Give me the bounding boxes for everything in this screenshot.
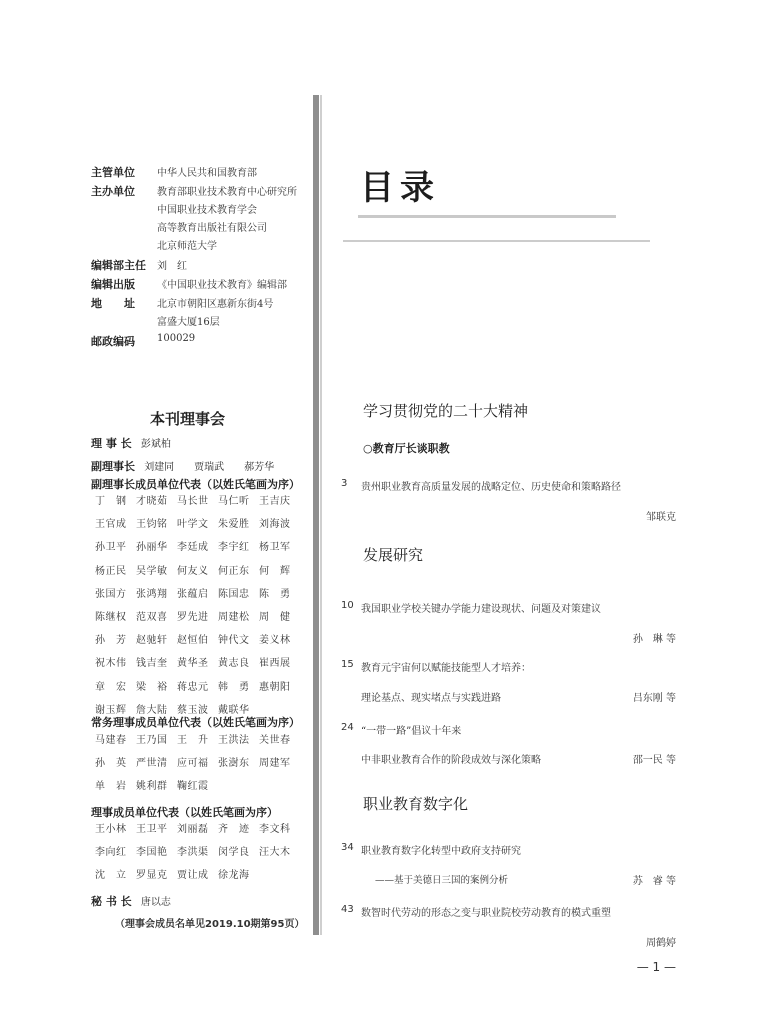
members-heading: 理事成员单位代表（以姓氏笔画为序） <box>91 806 278 819</box>
board-member-name: 张鸿翔 <box>136 588 168 600</box>
article-author: 邵一民 等 <box>632 755 676 766</box>
board-member-name: 严世清 <box>136 758 168 770</box>
sponsor-1: 教育部职业技术教育中心研究所 <box>157 187 297 198</box>
board-member-name: 孙卫平 <box>95 542 127 554</box>
board-member-name: 杨卫军 <box>259 542 291 554</box>
article-title: “一带一路”倡议十年来 <box>361 726 462 737</box>
article-page: 43 <box>341 904 354 915</box>
members-names <box>95 818 300 888</box>
board-member-name: 应可福 <box>177 758 209 770</box>
column-divider-dark <box>313 95 319 935</box>
section-title: 发展研究 <box>363 546 424 564</box>
column-divider-light <box>320 95 322 935</box>
secretary-row <box>91 893 171 909</box>
article-page: 15 <box>341 659 354 670</box>
board-member-name: 马建春 <box>95 735 127 746</box>
supervisor-label: 主管单位 <box>91 166 135 179</box>
board-member-name: 朱爱胜 <box>218 519 250 531</box>
board-member-name: 马长世 <box>177 496 209 507</box>
board-member-name: 李洪渠 <box>177 847 209 859</box>
board-member-name: 黄志良 <box>218 658 250 670</box>
article-page: 24 <box>341 722 354 733</box>
sponsor-row <box>91 183 297 199</box>
board-member-name: 吴学敏 <box>136 565 168 577</box>
board-member-name: 陈继权 <box>95 611 127 623</box>
board-member-name: 谢玉辉 <box>95 704 127 716</box>
board-member-name: 李文科 <box>259 824 291 835</box>
address-line-1: 北京市朝阳区惠新东街4号 <box>157 299 274 310</box>
postcode-row <box>91 333 195 349</box>
column-title: ○教育厅长谈职教 <box>363 442 450 455</box>
board-member-name: 周 健 <box>259 611 291 623</box>
board-member-name: 何友义 <box>177 565 209 577</box>
board-member-name: 陈 勇 <box>259 588 291 600</box>
board-title: 本刊理事会 <box>150 410 226 428</box>
editor-label: 编辑出版 <box>91 278 135 291</box>
board-member-name: 张国方 <box>95 588 127 600</box>
editor-row <box>91 276 287 292</box>
sponsor-3: 高等教育出版社有限公司 <box>157 223 267 234</box>
board-member-name: 贾让成 <box>177 870 209 882</box>
director-row <box>91 257 187 273</box>
board-note: （理事会成员名单见2019.10期第95页） <box>115 919 305 930</box>
board-member-name: 王吉庆 <box>259 496 291 507</box>
postcode-label: 邮政编码 <box>91 335 135 348</box>
board-member-name: 陈国忠 <box>218 588 250 600</box>
board-member-name: 徐龙海 <box>218 870 250 882</box>
article-author: 孙 琳 等 <box>632 634 676 645</box>
board-member-name: 蒋忠元 <box>177 681 209 693</box>
secretary-name: 唐以志 <box>140 897 171 908</box>
board-member-name: 姚利群 <box>136 781 168 793</box>
board-member-name: 王官成 <box>95 519 127 531</box>
board-member-name: 张蕴启 <box>177 588 209 600</box>
vice-units-names <box>95 490 300 722</box>
board-member-name: 王 升 <box>177 735 209 746</box>
toc-rule-top <box>358 215 616 218</box>
board-member-name: 王钧铭 <box>136 519 168 531</box>
board-member-name: 韩 勇 <box>218 681 250 693</box>
supervisor-value: 中华人民共和国教育部 <box>157 168 257 179</box>
article-author: 邹联克 <box>646 512 676 523</box>
toc-rule-bottom <box>343 240 650 242</box>
board-member-name: 詹大陆 <box>136 704 168 716</box>
board-member-name: 孙丽华 <box>136 542 168 554</box>
board-member-name: 刘海波 <box>259 519 291 531</box>
board-member-name: 罗显克 <box>136 870 168 882</box>
board-member-name: 范双喜 <box>136 611 168 623</box>
board-member-name: 李国艳 <box>136 847 168 859</box>
chairman-row <box>91 435 171 451</box>
board-member-name: 钟代文 <box>218 635 250 647</box>
article-title: 我国职业学校关键办学能力建设现状、问题及对策建议 <box>361 604 601 615</box>
board-member-name: 章 宏 <box>95 681 127 693</box>
vice-chairman-row <box>91 458 274 474</box>
board-member-name: 王卫平 <box>136 824 168 835</box>
article-title: 数智时代劳动的形态之变与职业院校劳动教育的模式重塑 <box>361 908 611 919</box>
article-title: 教育元宇宙何以赋能技能型人才培养： <box>361 663 531 674</box>
board-member-name: 黄华圣 <box>177 658 209 670</box>
section-title: 职业教育数字化 <box>363 795 469 813</box>
article-title-cont: 中非职业教育合作的阶段成效与深化策略 <box>361 755 541 766</box>
sponsor-label: 主办单位 <box>91 185 135 198</box>
board-member-name: 王洪法 <box>218 735 250 746</box>
board-member-name: 叶学文 <box>177 519 209 531</box>
board-member-name: 罗先进 <box>177 611 209 623</box>
board-member-name: 关世春 <box>259 735 291 746</box>
board-member-name: 周建军 <box>259 758 291 770</box>
chairman-label: 理 事 长 <box>91 437 132 450</box>
board-member-name: 李宇红 <box>218 542 250 554</box>
address-line-2: 富盛大厦16层 <box>157 317 220 328</box>
standing-names <box>95 729 300 799</box>
board-member-name: 惠朝阳 <box>259 681 291 693</box>
board-member-name: 丁 钢 <box>95 496 127 507</box>
secretary-label: 秘 书 长 <box>91 895 132 908</box>
vice-chairman-names: 刘建同 贾瑞武 郝芳华 <box>144 462 275 473</box>
article-page: 3 <box>341 478 348 489</box>
board-member-name: 闵学良 <box>218 847 250 859</box>
article-title-cont: 理论基点、现实堵点与实践进路 <box>361 693 501 704</box>
board-member-name: 赵恒伯 <box>177 635 209 647</box>
board-member-name: 杨正民 <box>95 565 127 577</box>
board-member-name: 孙 芳 <box>95 635 127 647</box>
board-member-name: 才晓茹 <box>136 496 168 507</box>
board-member-name: 祝木伟 <box>95 658 127 670</box>
chairman-name: 彭斌柏 <box>140 439 171 450</box>
toc-title: 目录 <box>360 168 440 208</box>
address-row <box>91 295 273 311</box>
director-label: 编辑部主任 <box>91 259 146 272</box>
board-member-name: 姜义林 <box>259 635 291 647</box>
section-title: 学习贯彻党的二十大精神 <box>363 402 529 420</box>
article-subtitle: ——基于美德日三国的案例分析 <box>375 875 509 886</box>
sponsor-4: 北京师范大学 <box>157 241 217 252</box>
sponsor-2: 中国职业技术教育学会 <box>157 205 257 216</box>
board-member-name: 孙 英 <box>95 758 127 770</box>
board-member-name: 王小林 <box>95 824 127 835</box>
board-member-name: 崔西展 <box>259 658 291 670</box>
article-page: 10 <box>341 600 354 611</box>
article-title: 贵州职业教育高质量发展的战略定位、历史使命和策略路径 <box>361 482 621 493</box>
board-member-name: 张澍东 <box>218 758 250 770</box>
postcode-value: 100029 <box>157 333 196 344</box>
article-author: 周鹤婷 <box>646 938 676 949</box>
board-member-name: 戴联华 <box>218 704 250 716</box>
board-member-name: 刘丽磊 <box>177 824 209 835</box>
board-member-name: 梁 裕 <box>136 681 168 693</box>
address-label: 地 址 <box>91 297 135 310</box>
board-member-name: 何正东 <box>218 565 250 577</box>
standing-heading: 常务理事成员单位代表（以姓氏笔画为序） <box>91 716 300 729</box>
board-member-name: 蔡玉波 <box>177 704 209 716</box>
article-title: 职业教育数字化转型中政府支持研究 <box>361 846 521 857</box>
supervisor-row <box>91 164 257 180</box>
board-member-name: 李向红 <box>95 847 127 859</box>
director-value: 刘 红 <box>157 261 187 272</box>
board-member-name: 赵驰轩 <box>136 635 168 647</box>
vice-chairman-label: 副理事长 <box>91 460 135 473</box>
board-member-name: 齐 迹 <box>218 824 250 835</box>
board-member-name: 周建松 <box>218 611 250 623</box>
board-member-name: 马仁听 <box>218 496 250 507</box>
article-page: 34 <box>341 842 354 853</box>
editor-value: 《中国职业技术教育》编辑部 <box>157 280 287 291</box>
board-member-name: 何 辉 <box>259 565 291 577</box>
article-author: 吕东刚 等 <box>632 693 676 704</box>
board-member-name: 单 岩 <box>95 781 127 793</box>
board-member-name: 李廷成 <box>177 542 209 554</box>
page-number: — 1 — <box>636 960 676 974</box>
vice-units-heading: 副理事长成员单位代表（以姓氏笔画为序） <box>91 478 300 491</box>
article-author: 苏 睿 等 <box>632 876 676 887</box>
board-member-name: 王乃国 <box>136 735 168 746</box>
board-member-name: 汪大木 <box>259 847 291 859</box>
board-member-name: 钱吉奎 <box>136 658 168 670</box>
board-member-name: 鞠红霞 <box>177 781 209 793</box>
board-member-name: 沈 立 <box>95 870 127 882</box>
